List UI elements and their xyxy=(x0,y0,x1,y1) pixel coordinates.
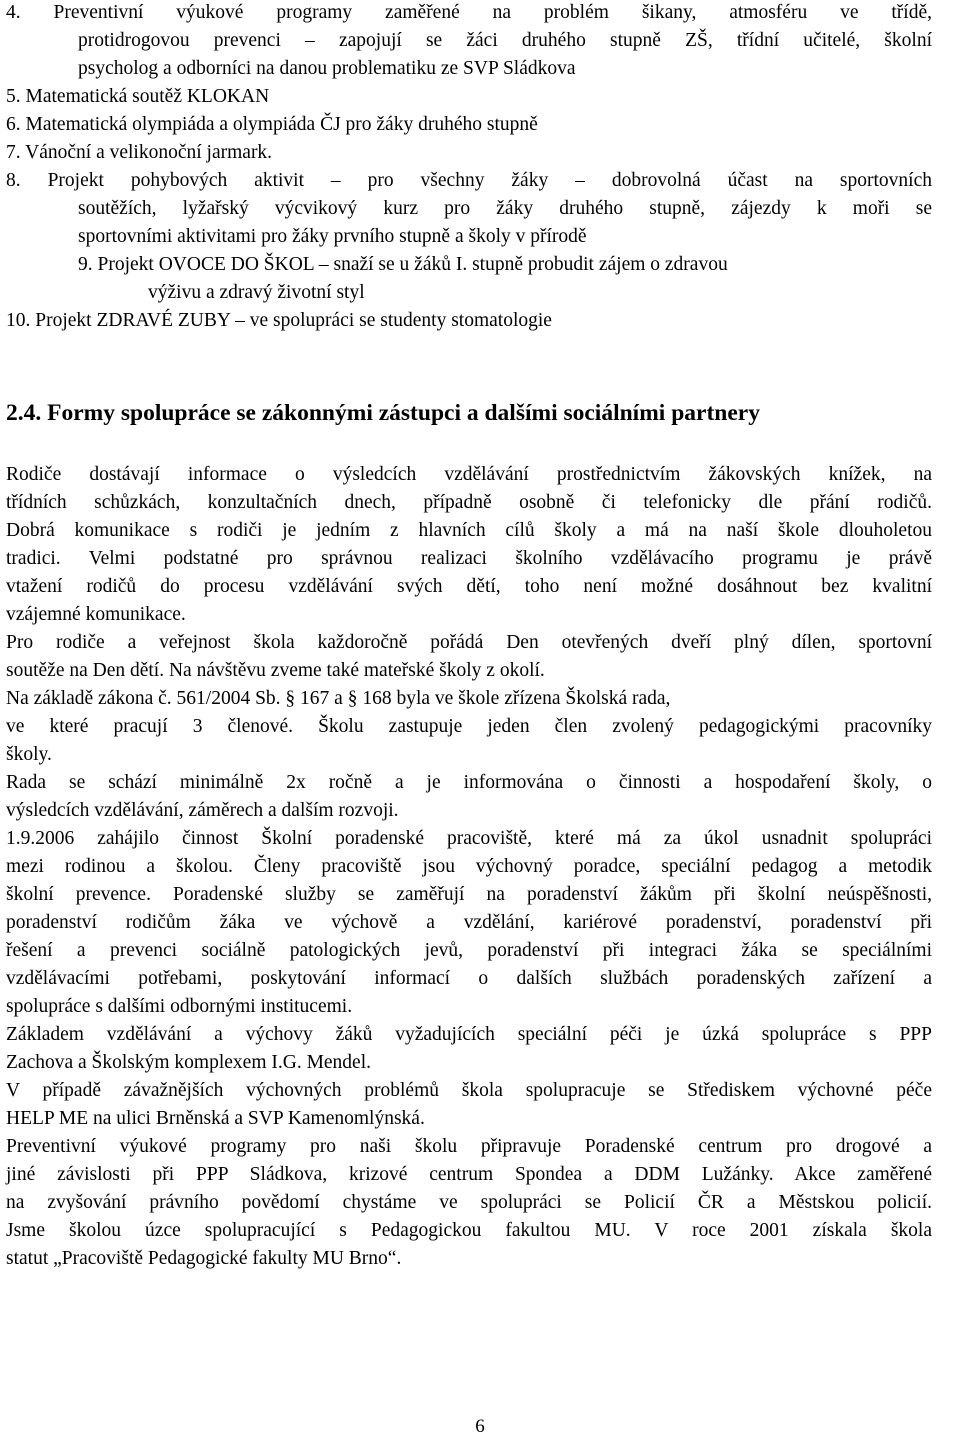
paragraph-line-28: Jsme školou úzce spolupracující s Pedagogickou fakultou MU. V roce 2001 získala škola xyxy=(6,1220,932,1241)
paragraph-line-14: 1.9.2006 zahájilo činnost Školní poradenské pracoviště, které má za úkol usnadnit spolupráci xyxy=(6,828,932,849)
section-heading: 2.4. Formy spolupráce se zákonnými zástupci a dalšími sociálními partnery xyxy=(6,400,760,426)
list-item-7: 7. Vánoční a velikonoční jarmark. xyxy=(6,142,273,163)
paragraph-line-25: Preventivní výukové programy pro naši školu připravuje Poradenské centrum pro drogové a xyxy=(6,1136,932,1157)
paragraph-line-1: Rodiče dostávají informace o výsledcích vzdělávání prostřednictvím žákovských knížek, na xyxy=(6,464,932,485)
paragraph-line-12: Rada se schází minimálně 2x ročně a je informována o činnosti a hospodaření školy, o xyxy=(6,772,932,793)
paragraph-line-6: vzájemné komunikace. xyxy=(6,604,186,625)
paragraph-line-19: vzdělávacími potřebami, poskytování informací o dalších službách poradenských zařízení a xyxy=(6,968,932,989)
paragraph-line-26: jiné závislosti při PPP Sládkova, krizové centrum Spondea a DDM Lužánky. Akce zaměřené xyxy=(6,1164,932,1185)
paragraph-line-8: soutěže na Den dětí. Na návštěvu zveme také mateřské školy z okolí. xyxy=(6,660,545,681)
paragraph-line-16: školní prevence. Poradenské služby se zaměřují na poradenství žákům při školní neúspěšnosti, xyxy=(6,884,932,905)
paragraph-line-2: třídních schůzkách, konzultačních dnech, případně osobně či telefonicky dle přání rodičů. xyxy=(6,492,932,513)
page-number: 6 xyxy=(475,1416,485,1437)
paragraph-line-21: Základem vzdělávání a výchovy žáků vyžadujících speciální péči je úzká spolupráce s PPP xyxy=(6,1024,932,1045)
paragraph-line-24: HELP ME na ulici Brněnská a SVP Kamenomlýnská. xyxy=(6,1108,425,1129)
list-item-4-line-3: psycholog a odborníci na danou problematiku ze SVP Sládkova xyxy=(78,58,576,79)
paragraph-line-4: tradici. Velmi podstatné pro správnou realizaci školního vzdělávacího programu je právě xyxy=(6,548,932,569)
list-item-4-line-2: protidrogovou prevenci – zapojují se žáci druhého stupně ZŠ, třídní učitelé, školní xyxy=(78,30,932,51)
paragraph-line-11: školy. xyxy=(6,744,52,765)
list-item-10: 10. Projekt ZDRAVÉ ZUBY – ve spolupráci se studenty stomatologie xyxy=(6,310,552,331)
paragraph-line-29: statut „Pracoviště Pedagogické fakulty MU Brno“. xyxy=(6,1248,402,1269)
list-item-9-line-1: 9. Projekt OVOCE DO ŠKOL – snaží se u žáků I. stupně probudit zájem o zdravou xyxy=(78,254,728,275)
list-item-4-line-1: 4. Preventivní výukové programy zaměřené na problém šikany, atmosféru ve třídě, xyxy=(6,2,932,23)
list-item-6: 6. Matematická olympiáda a olympiáda ČJ pro žáky druhého stupně xyxy=(6,114,538,135)
paragraph-line-7: Pro rodiče a veřejnost škola každoročně pořádá Den otevřených dveří plný dílen, sportovní xyxy=(6,632,932,653)
paragraph-line-20: spolupráce s dalšími odbornými institucemi. xyxy=(6,996,353,1017)
paragraph-line-17: poradenství rodičům žáka ve výchově a vzdělání, kariérové poradenství, poradenství při xyxy=(6,912,932,933)
paragraph-line-22: Zachova a Školským komplexem I.G. Mendel. xyxy=(6,1052,372,1073)
list-item-8-line-2: soutěžích, lyžařský výcvikový kurz pro žáky druhého stupně, zájezdy k moři se xyxy=(78,198,932,219)
paragraph-line-18: řešení a prevenci sociálně patologických jevů, poradenství při integraci žáka se speciálními xyxy=(6,940,932,961)
paragraph-line-9: Na základě zákona č. 561/2004 Sb. § 167 a § 168 byla ve škole zřízena Školská rada, xyxy=(6,688,671,709)
paragraph-line-3: Dobrá komunikace s rodiči je jedním z hlavních cílů školy a má na naší škole dlouholetou xyxy=(6,520,932,541)
list-item-8-line-1: 8. Projekt pohybových aktivit – pro všechny žáky – dobrovolná účast na sportovních xyxy=(6,170,932,191)
list-item-5: 5. Matematická soutěž KLOKAN xyxy=(6,86,270,107)
paragraph-line-13: výsledcích vzdělávání, záměrech a dalším rozvoji. xyxy=(6,800,399,821)
paragraph-line-5: vtažení rodičů do procesu vzdělávání svých dětí, toho není možné dosáhnout bez kvalitní xyxy=(6,576,932,597)
paragraph-line-15: mezi rodinou a školou. Členy pracoviště jsou výchovný poradce, speciální pedagog a metodik xyxy=(6,856,932,877)
list-item-9-line-2: výživu a zdravý životní styl xyxy=(148,282,365,303)
paragraph-line-10: ve které pracují 3 členové. Školu zastupuje jeden člen zvolený pedagogickými pracovníky xyxy=(6,716,932,737)
list-item-8-line-3: sportovními aktivitami pro žáky prvního stupně a školy v přírodě xyxy=(78,226,587,247)
paragraph-line-27: na zvyšování právního povědomí chystáme ve spolupráci se Policií ČR a Městskou policií. xyxy=(6,1192,932,1213)
paragraph-line-23: V případě závažnějších výchovných problémů škola spolupracuje se Střediskem výchovné péče xyxy=(6,1080,932,1101)
